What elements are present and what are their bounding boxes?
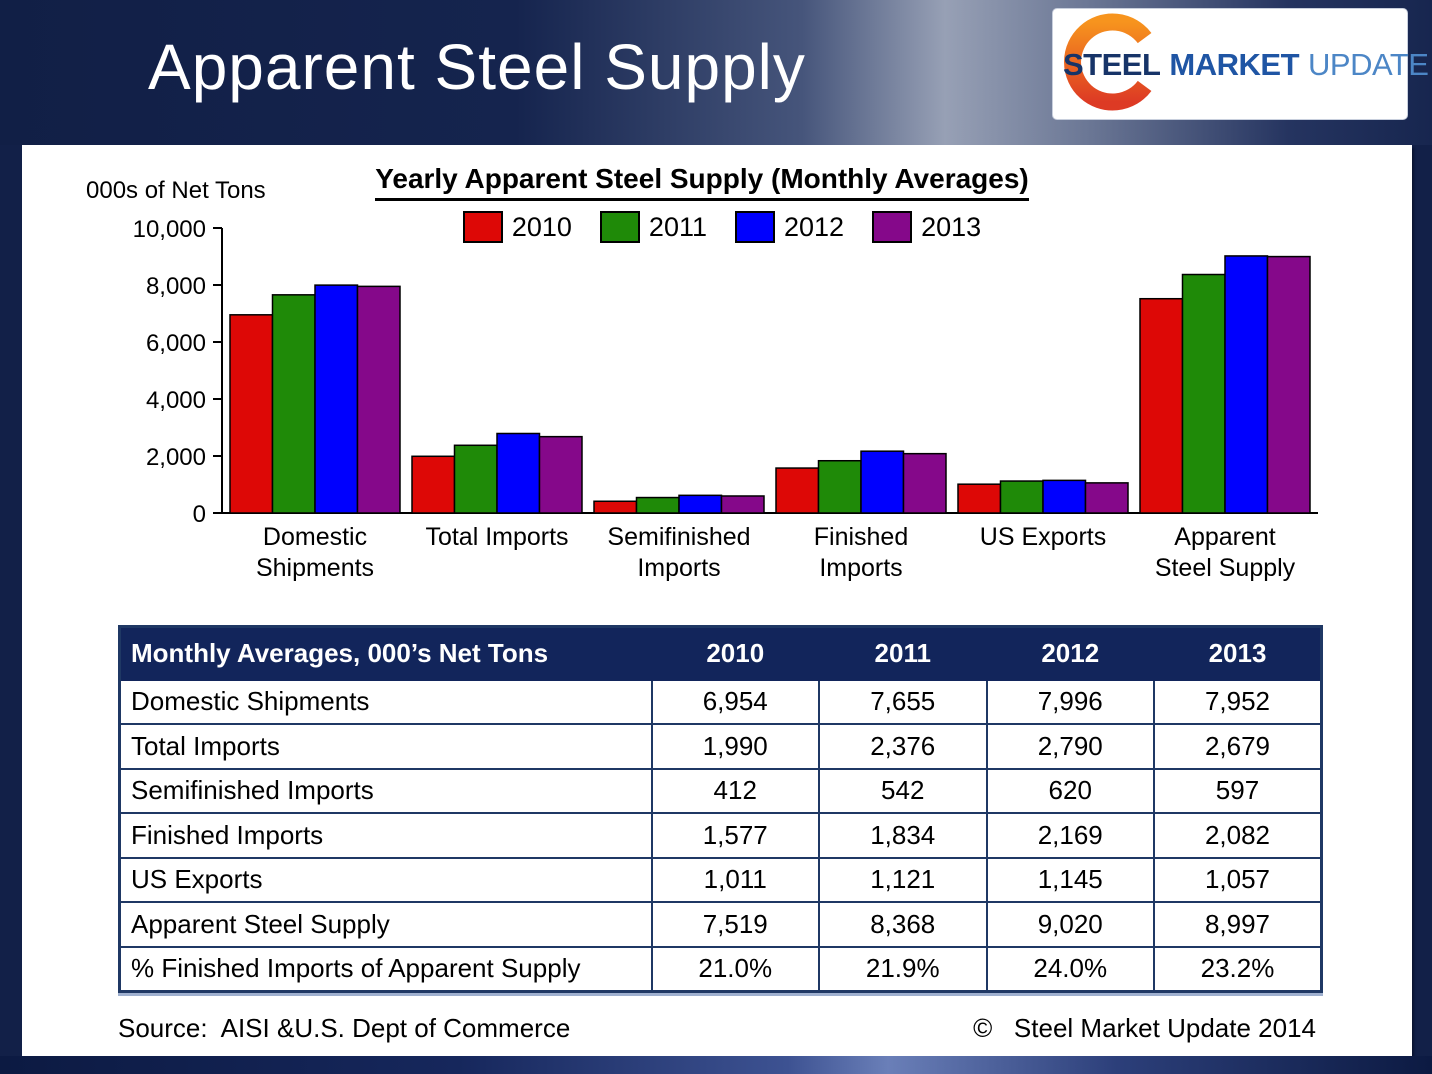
- bar-2013: [358, 286, 401, 513]
- bar-2012: [1043, 480, 1086, 513]
- source-note: Source: AISI &U.S. Dept of Commerce: [118, 1013, 571, 1043]
- row-value: 1,990: [652, 724, 820, 769]
- logo-word-update: UPDATE: [1308, 47, 1429, 82]
- row-value: 1,577: [652, 813, 820, 858]
- row-label: % Finished Imports of Apparent Supply: [120, 947, 652, 992]
- bar-2011: [1183, 275, 1226, 513]
- row-value: 2,082: [1154, 813, 1322, 858]
- y-tick-label: 8,000: [145, 273, 206, 300]
- bar-2010: [594, 501, 637, 513]
- row-value: 21.9%: [819, 947, 987, 992]
- bar-2011: [819, 461, 862, 513]
- bar-2010: [412, 456, 455, 513]
- row-value: 2,790: [987, 724, 1155, 769]
- row-value: 8,997: [1154, 902, 1322, 947]
- category-label: Semifinished: [607, 523, 751, 551]
- row-value: 21.0%: [652, 947, 820, 992]
- row-value: 1,011: [652, 858, 820, 903]
- chart-title: Yearly Apparent Steel Supply (Monthly Averages): [302, 163, 1102, 201]
- row-value: 6,954: [652, 680, 820, 725]
- y-tick-label: 2,000: [145, 444, 206, 471]
- bar-2011: [637, 498, 680, 513]
- row-value: 24.0%: [987, 947, 1155, 992]
- row-value: 412: [652, 769, 820, 814]
- table-header-label: Monthly Averages, 000’s Net Tons: [120, 627, 652, 680]
- bar-2012: [497, 433, 540, 513]
- bar-2010: [776, 468, 819, 513]
- row-value: 1,834: [819, 813, 987, 858]
- category-label: Total Imports: [425, 523, 569, 551]
- category-label: US Exports: [979, 523, 1107, 551]
- row-label: Domestic Shipments: [120, 680, 652, 725]
- row-label: Apparent Steel Supply: [120, 902, 652, 947]
- header-band: [0, 0, 1432, 145]
- legend-label: 2011: [648, 211, 707, 242]
- data-table: [118, 625, 1323, 993]
- bar-2010: [230, 315, 273, 513]
- table-row: [120, 947, 1322, 992]
- category-label: Finished: [813, 523, 909, 551]
- category-label: Steel Supply: [1154, 554, 1296, 582]
- content-panel: [22, 145, 1412, 1056]
- row-value: 9,020: [987, 902, 1155, 947]
- category-label: Domestic: [262, 523, 368, 551]
- table-header: [120, 627, 1322, 680]
- row-value: 2,679: [1154, 724, 1322, 769]
- bar-2012: [1225, 256, 1268, 513]
- bar-2011: [1001, 481, 1044, 513]
- bar-2012: [679, 495, 722, 513]
- row-value: 2,376: [819, 724, 987, 769]
- bar-2011: [273, 295, 316, 513]
- bar-2013: [1086, 483, 1129, 513]
- table-header-year: 2012: [987, 627, 1155, 680]
- bar-2012: [861, 451, 904, 513]
- row-value: 1,057: [1154, 858, 1322, 903]
- bar-2013: [722, 496, 765, 513]
- y-axis-units-label: 000s of Net Tons: [86, 177, 266, 204]
- category-label: Imports: [819, 554, 903, 582]
- bar-2013: [1268, 257, 1311, 513]
- y-tick-label: 6,000: [145, 330, 206, 357]
- bar-chart: [22, 145, 1412, 605]
- bar-2012: [315, 285, 358, 513]
- row-value: 7,952: [1154, 680, 1322, 725]
- table-row: [120, 724, 1322, 769]
- table-header-year: 2010: [652, 627, 820, 680]
- bar-2013: [540, 437, 583, 513]
- bar-2013: [904, 454, 947, 513]
- legend-label: 2012: [783, 211, 845, 242]
- logo-text: [1063, 9, 1428, 121]
- bottom-band: [0, 1056, 1432, 1074]
- row-label: Finished Imports: [120, 813, 652, 858]
- steel-market-update-logo: [1052, 8, 1429, 120]
- bar-2010: [958, 484, 1001, 513]
- row-value: 7,519: [652, 902, 820, 947]
- logo-word-market: MARKET: [1169, 47, 1300, 82]
- bar-2011: [455, 445, 498, 513]
- row-label: Semifinished Imports: [120, 769, 652, 814]
- table-header-year: 2011: [819, 627, 987, 680]
- row-value: 7,996: [987, 680, 1155, 725]
- row-value: 542: [819, 769, 987, 814]
- category-label: Shipments: [255, 554, 375, 582]
- table-row: [120, 769, 1322, 814]
- y-tick-label: 10,000: [132, 216, 206, 243]
- copyright-note: © Steel Market Update 2014: [973, 1013, 1316, 1043]
- legend-label: 2013: [921, 211, 982, 242]
- row-value: 7,655: [819, 680, 987, 725]
- category-label: Imports: [637, 554, 721, 582]
- table-row: [120, 813, 1322, 858]
- row-value: 1,121: [819, 858, 987, 903]
- row-value: 1,145: [987, 858, 1155, 903]
- row-value: 2,169: [987, 813, 1155, 858]
- table-row: [120, 680, 1322, 725]
- table-row: [120, 902, 1322, 947]
- bar-2010: [1140, 299, 1183, 513]
- y-tick-label: 0: [192, 501, 206, 528]
- legend-label: 2010: [511, 211, 572, 242]
- page-title: Apparent Steel Supply: [148, 31, 806, 103]
- row-value: 620: [987, 769, 1155, 814]
- row-label: US Exports: [120, 858, 652, 903]
- category-label: Apparent: [1174, 523, 1276, 551]
- row-label: Total Imports: [120, 724, 652, 769]
- logo-word-steel: STEEL: [1063, 47, 1161, 82]
- table-row: [120, 858, 1322, 903]
- row-value: 8,368: [819, 902, 987, 947]
- y-tick-label: 4,000: [145, 387, 206, 414]
- row-value: 597: [1154, 769, 1322, 814]
- row-value: 23.2%: [1154, 947, 1322, 992]
- table-header-year: 2013: [1154, 627, 1322, 680]
